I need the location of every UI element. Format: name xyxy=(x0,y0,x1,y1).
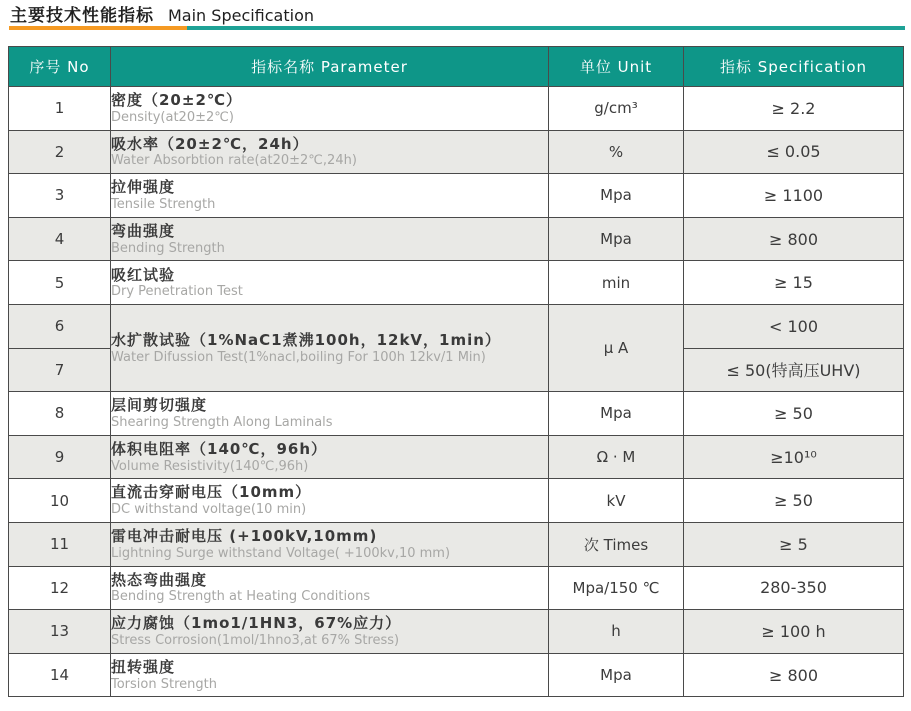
unit-cell: min xyxy=(549,261,684,305)
parameter-cell xyxy=(111,566,549,610)
header-no: 序号 No xyxy=(9,47,111,87)
parameter-name-en: Water Absorbtion rate(at20±2℃,24h) xyxy=(111,153,357,169)
parameter-cell xyxy=(111,610,549,654)
unit-cell: g/cm³ xyxy=(549,87,684,131)
parameter-name-en: Dry Penetration Test xyxy=(111,284,243,300)
page-title xyxy=(10,1,314,26)
title-underline xyxy=(9,26,905,30)
header-unit: 单位 Unit xyxy=(549,47,684,87)
table-row xyxy=(9,610,904,654)
unit-cell: h xyxy=(549,610,684,654)
spec-cell: ≤ 50(特高压UHV) xyxy=(684,348,904,392)
spec-cell: ≥ 5 xyxy=(684,522,904,566)
table-row xyxy=(9,479,904,523)
parameter-name-en: Water Difussion Test(1%nacl,boiling For 100h 12kv/1 Min) xyxy=(111,349,486,365)
table-row xyxy=(9,304,904,348)
parameter-name-zh: 吸水率（20±2℃，24h） xyxy=(111,134,309,153)
spec-cell: ≥ 50 xyxy=(684,392,904,436)
table-row xyxy=(9,653,904,697)
parameter-name-en: Density(at20±2℃) xyxy=(111,109,234,125)
row-number: 10 xyxy=(9,479,111,523)
parameter-name-en: Bending Strength xyxy=(111,240,225,256)
parameter-name-zh: 密度（20±2℃） xyxy=(111,91,243,110)
table-row xyxy=(9,566,904,610)
spec-cell: ≥ 800 xyxy=(684,217,904,261)
unit-cell: % xyxy=(549,130,684,174)
row-number: 13 xyxy=(9,610,111,654)
parameter-cell xyxy=(111,435,549,479)
row-number: 6 xyxy=(9,304,111,348)
parameter-cell xyxy=(111,217,549,261)
spec-table-header-row xyxy=(9,47,904,87)
parameter-cell xyxy=(111,130,549,174)
row-number: 1 xyxy=(9,87,111,131)
row-number: 9 xyxy=(9,435,111,479)
parameter-name-zh: 拉伸强度 xyxy=(111,178,176,197)
title-underline-orange xyxy=(9,26,187,30)
spec-cell: ≥ 100 h xyxy=(684,610,904,654)
spec-cell: ≥ 15 xyxy=(684,261,904,305)
unit-cell: Ω · M xyxy=(549,435,684,479)
table-row xyxy=(9,87,904,131)
parameter-cell xyxy=(111,87,549,131)
parameter-name-zh: 应力腐蚀（1mo1/1HN3，67%应力） xyxy=(111,614,402,633)
parameter-cell xyxy=(111,261,549,305)
row-number: 7 xyxy=(9,348,111,392)
table-row xyxy=(9,261,904,305)
spec-table xyxy=(8,46,904,697)
unit-cell: 次 Times xyxy=(549,522,684,566)
parameter-cell xyxy=(111,392,549,436)
parameter-name-zh: 体积电阻率（140℃，96h） xyxy=(111,439,328,458)
parameter-name-zh: 扭转强度 xyxy=(111,657,176,676)
table-row xyxy=(9,522,904,566)
parameter-name-en: Tensile Strength xyxy=(111,197,216,213)
parameter-name-zh: 热态弯曲强度 xyxy=(111,570,208,589)
parameter-cell xyxy=(111,479,549,523)
spec-cell: < 100 xyxy=(684,304,904,348)
spec-cell: ≥ 50 xyxy=(684,479,904,523)
parameter-cell xyxy=(111,522,549,566)
parameter-name-en: Torsion Strength xyxy=(111,676,217,692)
parameter-name-zh: 吸红试验 xyxy=(111,265,176,284)
parameter-name-zh: 水扩散试验（1%NaC1煮沸100h，12kV，1min） xyxy=(111,330,501,349)
spec-cell: ≥10¹⁰ xyxy=(684,435,904,479)
spec-cell: ≤ 0.05 xyxy=(684,130,904,174)
unit-cell: μ A xyxy=(549,304,684,391)
spec-cell: 280-350 xyxy=(684,566,904,610)
table-row xyxy=(9,130,904,174)
table-row xyxy=(9,174,904,218)
parameter-name-en: Bending Strength at Heating Conditions xyxy=(111,589,371,605)
page-title-en: Main Specification xyxy=(168,6,315,25)
parameter-name-en: Volume Resistivity(140℃,96h) xyxy=(111,458,309,474)
unit-cell: Mpa xyxy=(549,653,684,697)
parameter-name-zh: 雷电冲击耐电压 (+100kV,10mm) xyxy=(111,527,378,546)
header-spec: 指标 Specification xyxy=(684,47,904,87)
table-row xyxy=(9,435,904,479)
parameter-name-en: Shearing Strength Along Laminals xyxy=(111,415,333,431)
title-underline-teal xyxy=(187,26,905,30)
row-number: 5 xyxy=(9,261,111,305)
unit-cell: Mpa xyxy=(549,174,684,218)
spec-cell: ≥ 2.2 xyxy=(684,87,904,131)
header-parameter: 指标名称 Parameter xyxy=(111,47,549,87)
spec-table-body xyxy=(9,87,904,697)
table-row xyxy=(9,392,904,436)
unit-cell: Mpa/150 ℃ xyxy=(549,566,684,610)
unit-cell: Mpa xyxy=(549,217,684,261)
spec-cell: ≥ 1100 xyxy=(684,174,904,218)
row-number: 12 xyxy=(9,566,111,610)
unit-cell: Mpa xyxy=(549,392,684,436)
unit-cell: kV xyxy=(549,479,684,523)
parameter-name-zh: 直流击穿耐电压（10mm） xyxy=(111,483,312,502)
row-number: 11 xyxy=(9,522,111,566)
row-number: 4 xyxy=(9,217,111,261)
row-number: 14 xyxy=(9,653,111,697)
row-number: 3 xyxy=(9,174,111,218)
parameter-name-en: Lightning Surge withstand Voltage( +100kv,10 mm) xyxy=(111,545,451,561)
page-title-zh: 主要技术性能指标 xyxy=(10,6,154,26)
row-number: 2 xyxy=(9,130,111,174)
spec-cell: ≥ 800 xyxy=(684,653,904,697)
parameter-name-zh: 层间剪切强度 xyxy=(111,396,208,415)
parameter-name-zh: 弯曲强度 xyxy=(111,221,176,240)
parameter-cell xyxy=(111,304,549,391)
parameter-name-en: Stress Corrosion(1mol/1hno3,at 67% Stress) xyxy=(111,633,400,648)
parameter-name-en: DC withstand voltage(10 min) xyxy=(111,502,307,518)
table-row xyxy=(9,217,904,261)
parameter-cell xyxy=(111,174,549,218)
parameter-cell xyxy=(111,653,549,697)
row-number: 8 xyxy=(9,392,111,436)
